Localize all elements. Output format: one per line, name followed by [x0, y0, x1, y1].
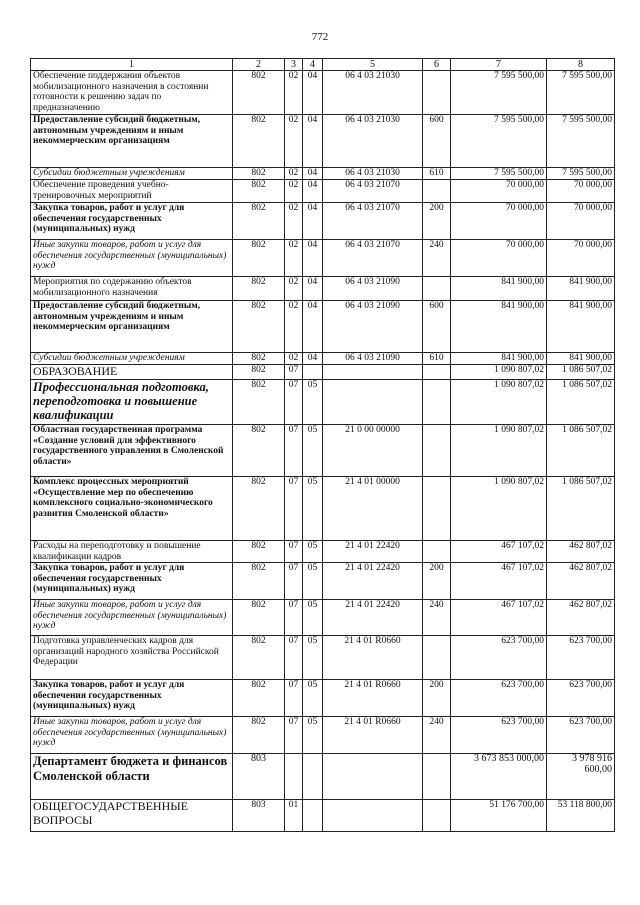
target-article-cell [323, 754, 423, 800]
section-code-cell: 07 [285, 563, 303, 600]
table-row [31, 754, 615, 800]
subsection-code-cell: 04 [303, 277, 323, 301]
subsection-code-cell: 04 [303, 301, 323, 353]
row-name-cell: ОБРАЗОВАНИЕ [31, 365, 233, 380]
table-row [31, 365, 615, 380]
amount-year1-cell: 841 900,00 [451, 277, 547, 301]
column-header: 6 [423, 59, 451, 71]
row-name-cell: Расходы на переподготовку и повышение квалификации кадров [31, 541, 233, 563]
subsection-code-cell: 05 [303, 563, 323, 600]
section-code-cell: 02 [285, 115, 303, 168]
row-name-cell: Закупка товаров, работ и услуг для обеспечения государственных (муниципальных) нужд [31, 680, 233, 717]
section-code-cell: 07 [285, 365, 303, 380]
expense-type-cell [423, 754, 451, 800]
subsection-code-cell: 05 [303, 680, 323, 717]
subsection-code-cell [303, 365, 323, 380]
subsection-code-cell: 04 [303, 203, 323, 240]
table-row [31, 301, 615, 353]
table-row [31, 380, 615, 425]
ministry-code-cell: 802 [233, 636, 285, 680]
subsection-code-cell: 05 [303, 600, 323, 636]
row-name-cell: Областная государственная программа «Создание условий для эффективного государственного управления в Смоленской области» [31, 425, 233, 477]
target-article-cell: 21 4 01 R0660 [323, 717, 423, 754]
ministry-code-cell: 802 [233, 365, 285, 380]
amount-year1-cell: 7 595 500,00 [451, 71, 547, 115]
section-code-cell: 02 [285, 240, 303, 277]
ministry-code-cell: 802 [233, 380, 285, 425]
amount-year1-cell: 7 595 500,00 [451, 168, 547, 180]
table-row [31, 600, 615, 636]
target-article-cell: 06 4 03 21070 [323, 180, 423, 203]
amount-year2-cell: 7 595 500,00 [547, 168, 615, 180]
row-name-cell: Закупка товаров, работ и услуг для обеспечения государственных (муниципальных) нужд [31, 563, 233, 600]
header-row [31, 59, 615, 71]
budget-table [30, 58, 615, 832]
column-header: 1 [31, 59, 233, 71]
amount-year2-cell: 841 900,00 [547, 277, 615, 301]
table-row [31, 717, 615, 754]
table-row [31, 277, 615, 301]
column-header: 8 [547, 59, 615, 71]
column-header: 7 [451, 59, 547, 71]
subsection-code-cell: 04 [303, 115, 323, 168]
section-code-cell: 02 [285, 353, 303, 365]
table-row [31, 240, 615, 277]
expense-type-cell [423, 636, 451, 680]
column-header: 5 [323, 59, 423, 71]
expense-type-cell: 610 [423, 353, 451, 365]
amount-year2-cell: 462 807,02 [547, 600, 615, 636]
section-code-cell: 02 [285, 277, 303, 301]
table-row [31, 563, 615, 600]
ministry-code-cell: 802 [233, 203, 285, 240]
target-article-cell [323, 800, 423, 832]
expense-type-cell: 200 [423, 680, 451, 717]
expense-type-cell [423, 277, 451, 301]
section-code-cell [285, 754, 303, 800]
amount-year2-cell: 1 086 507,02 [547, 425, 615, 477]
expense-type-cell [423, 365, 451, 380]
section-code-cell: 07 [285, 636, 303, 680]
ministry-code-cell: 802 [233, 71, 285, 115]
row-name-cell: Обеспечение проведения учебно-тренировочных мероприятий [31, 180, 233, 203]
subsection-code-cell: 05 [303, 380, 323, 425]
amount-year1-cell: 51 176 700,00 [451, 800, 547, 832]
ministry-code-cell: 802 [233, 563, 285, 600]
expense-type-cell: 600 [423, 301, 451, 353]
row-name-cell: Мероприятия по содержанию объектов мобилизационного назначения [31, 277, 233, 301]
subsection-code-cell [303, 754, 323, 800]
amount-year1-cell: 467 107,02 [451, 600, 547, 636]
table-row [31, 353, 615, 365]
amount-year2-cell: 7 595 500,00 [547, 115, 615, 168]
amount-year1-cell: 841 900,00 [451, 301, 547, 353]
target-article-cell: 06 4 03 21090 [323, 301, 423, 353]
table-row [31, 477, 615, 541]
row-name-cell: ОБЩЕГОСУДАРСТВЕННЫЕ ВОПРОСЫ [31, 800, 233, 832]
amount-year1-cell: 623 700,00 [451, 680, 547, 717]
row-name-cell: Подготовка управленческих кадров для организаций народного хозяйства Российской Федерации [31, 636, 233, 680]
amount-year1-cell: 1 090 807,02 [451, 425, 547, 477]
amount-year1-cell: 7 595 500,00 [451, 115, 547, 168]
ministry-code-cell: 802 [233, 277, 285, 301]
table-row [31, 541, 615, 563]
amount-year2-cell: 1 086 507,02 [547, 477, 615, 541]
subsection-code-cell: 05 [303, 717, 323, 754]
amount-year2-cell: 3 978 916 600,00 [547, 754, 615, 800]
section-code-cell: 02 [285, 168, 303, 180]
table-row [31, 636, 615, 680]
expense-type-cell [423, 800, 451, 832]
amount-year2-cell: 70 000,00 [547, 180, 615, 203]
ministry-code-cell: 802 [233, 717, 285, 754]
section-code-cell: 07 [285, 541, 303, 563]
column-header: 3 [285, 59, 303, 71]
row-name-cell: Иные закупки товаров, работ и услуг для обеспечения государственных (муниципальных) нужд [31, 717, 233, 754]
expense-type-cell: 200 [423, 203, 451, 240]
column-header: 4 [303, 59, 323, 71]
subsection-code-cell: 05 [303, 636, 323, 680]
target-article-cell: 06 4 03 21070 [323, 203, 423, 240]
subsection-code-cell: 05 [303, 477, 323, 541]
section-code-cell: 07 [285, 680, 303, 717]
target-article-cell: 06 4 03 21030 [323, 71, 423, 115]
column-header: 2 [233, 59, 285, 71]
row-name-cell: Предоставление субсидий бюджетным, автономным учреждениям и иным некоммерческим организациям [31, 301, 233, 353]
amount-year2-cell: 1 086 507,02 [547, 365, 615, 380]
row-name-cell: Департамент бюджета и финансов Смоленской области [31, 754, 233, 800]
expense-type-cell: 600 [423, 115, 451, 168]
target-article-cell: 21 4 01 22420 [323, 541, 423, 563]
subsection-code-cell: 04 [303, 353, 323, 365]
target-article-cell: 06 4 03 21090 [323, 353, 423, 365]
ministry-code-cell: 803 [233, 800, 285, 832]
row-name-cell: Комплекс процессных мероприятий «Осуществление мер по обеспечению комплексного социально-экономического развития Смоленской области» [31, 477, 233, 541]
amount-year2-cell: 623 700,00 [547, 680, 615, 717]
section-code-cell: 07 [285, 380, 303, 425]
amount-year2-cell: 7 595 500,00 [547, 71, 615, 115]
ministry-code-cell: 802 [233, 353, 285, 365]
target-article-cell: 06 4 03 21030 [323, 168, 423, 180]
ministry-code-cell: 802 [233, 180, 285, 203]
section-code-cell: 01 [285, 800, 303, 832]
amount-year1-cell: 70 000,00 [451, 240, 547, 277]
section-code-cell: 07 [285, 477, 303, 541]
target-article-cell: 21 4 01 00000 [323, 477, 423, 541]
ministry-code-cell: 802 [233, 168, 285, 180]
target-article-cell: 06 4 03 21070 [323, 240, 423, 277]
ministry-code-cell: 802 [233, 115, 285, 168]
subsection-code-cell: 05 [303, 425, 323, 477]
ministry-code-cell: 802 [233, 541, 285, 563]
expense-type-cell [423, 477, 451, 541]
amount-year2-cell: 70 000,00 [547, 240, 615, 277]
target-article-cell: 06 4 03 21090 [323, 277, 423, 301]
target-article-cell: 21 0 00 00000 [323, 425, 423, 477]
expense-type-cell: 200 [423, 563, 451, 600]
amount-year2-cell: 841 900,00 [547, 353, 615, 365]
table-row [31, 203, 615, 240]
row-name-cell: Иные закупки товаров, работ и услуг для обеспечения государственных (муниципальных) нужд [31, 600, 233, 636]
table-row [31, 425, 615, 477]
subsection-code-cell: 04 [303, 168, 323, 180]
amount-year1-cell: 1 090 807,02 [451, 365, 547, 380]
expense-type-cell [423, 180, 451, 203]
amount-year1-cell: 1 090 807,02 [451, 477, 547, 541]
row-name-cell: Закупка товаров, работ и услуг для обеспечения государственных (муниципальных) нужд [31, 203, 233, 240]
amount-year2-cell: 623 700,00 [547, 636, 615, 680]
table-row [31, 800, 615, 832]
ministry-code-cell: 802 [233, 477, 285, 541]
target-article-cell: 21 4 01 R0660 [323, 680, 423, 717]
amount-year1-cell: 467 107,02 [451, 563, 547, 600]
section-code-cell: 02 [285, 71, 303, 115]
subsection-code-cell: 04 [303, 240, 323, 277]
expense-type-cell [423, 541, 451, 563]
expense-type-cell [423, 380, 451, 425]
expense-type-cell [423, 71, 451, 115]
page-number: 772 [311, 31, 329, 43]
section-code-cell: 02 [285, 180, 303, 203]
section-code-cell: 07 [285, 425, 303, 477]
row-name-cell: Субсидии бюджетным учреждениям [31, 353, 233, 365]
section-code-cell: 07 [285, 717, 303, 754]
target-article-cell: 06 4 03 21030 [323, 115, 423, 168]
table-row [31, 168, 615, 180]
expense-type-cell [423, 425, 451, 477]
section-code-cell: 07 [285, 600, 303, 636]
amount-year2-cell: 841 900,00 [547, 301, 615, 353]
amount-year1-cell: 623 700,00 [451, 717, 547, 754]
table-row [31, 680, 615, 717]
amount-year2-cell: 70 000,00 [547, 203, 615, 240]
section-code-cell: 02 [285, 301, 303, 353]
subsection-code-cell: 05 [303, 541, 323, 563]
amount-year1-cell: 3 673 853 000,00 [451, 754, 547, 800]
table-row [31, 71, 615, 115]
amount-year1-cell: 70 000,00 [451, 203, 547, 240]
amount-year2-cell: 623 700,00 [547, 717, 615, 754]
ministry-code-cell: 803 [233, 754, 285, 800]
amount-year1-cell: 467 107,02 [451, 541, 547, 563]
expense-type-cell: 610 [423, 168, 451, 180]
expense-type-cell: 240 [423, 240, 451, 277]
table-row [31, 115, 615, 168]
amount-year2-cell: 1 086 507,02 [547, 380, 615, 425]
ministry-code-cell: 802 [233, 425, 285, 477]
row-name-cell: Субсидии бюджетным учреждениям [31, 168, 233, 180]
target-article-cell: 21 4 01 R0660 [323, 636, 423, 680]
subsection-code-cell: 04 [303, 71, 323, 115]
expense-type-cell: 240 [423, 600, 451, 636]
subsection-code-cell: 04 [303, 180, 323, 203]
row-name-cell: Иные закупки товаров, работ и услуг для обеспечения государственных (муниципальных) нужд [31, 240, 233, 277]
amount-year1-cell: 623 700,00 [451, 636, 547, 680]
row-name-cell: Профессиональная подготовка, переподготовка и повышение квалификации [31, 380, 233, 425]
target-article-cell [323, 380, 423, 425]
row-name-cell: Предоставление субсидий бюджетным, автономным учреждениям и иным некоммерческим организациям [31, 115, 233, 168]
ministry-code-cell: 802 [233, 680, 285, 717]
target-article-cell [323, 365, 423, 380]
amount-year1-cell: 1 090 807,02 [451, 380, 547, 425]
target-article-cell: 21 4 01 22420 [323, 563, 423, 600]
amount-year1-cell: 70 000,00 [451, 180, 547, 203]
target-article-cell: 21 4 01 22420 [323, 600, 423, 636]
amount-year1-cell: 841 900,00 [451, 353, 547, 365]
subsection-code-cell [303, 800, 323, 832]
expense-type-cell: 240 [423, 717, 451, 754]
section-code-cell: 02 [285, 203, 303, 240]
ministry-code-cell: 802 [233, 301, 285, 353]
ministry-code-cell: 802 [233, 600, 285, 636]
amount-year2-cell: 462 807,02 [547, 563, 615, 600]
amount-year2-cell: 462 807,02 [547, 541, 615, 563]
ministry-code-cell: 802 [233, 240, 285, 277]
table-row [31, 180, 615, 203]
amount-year2-cell: 53 118 800,00 [547, 800, 615, 832]
row-name-cell: Обеспечение поддержания объектов мобилизационного назначения в состоянии готовности к решению задач по предназначению [31, 71, 233, 115]
